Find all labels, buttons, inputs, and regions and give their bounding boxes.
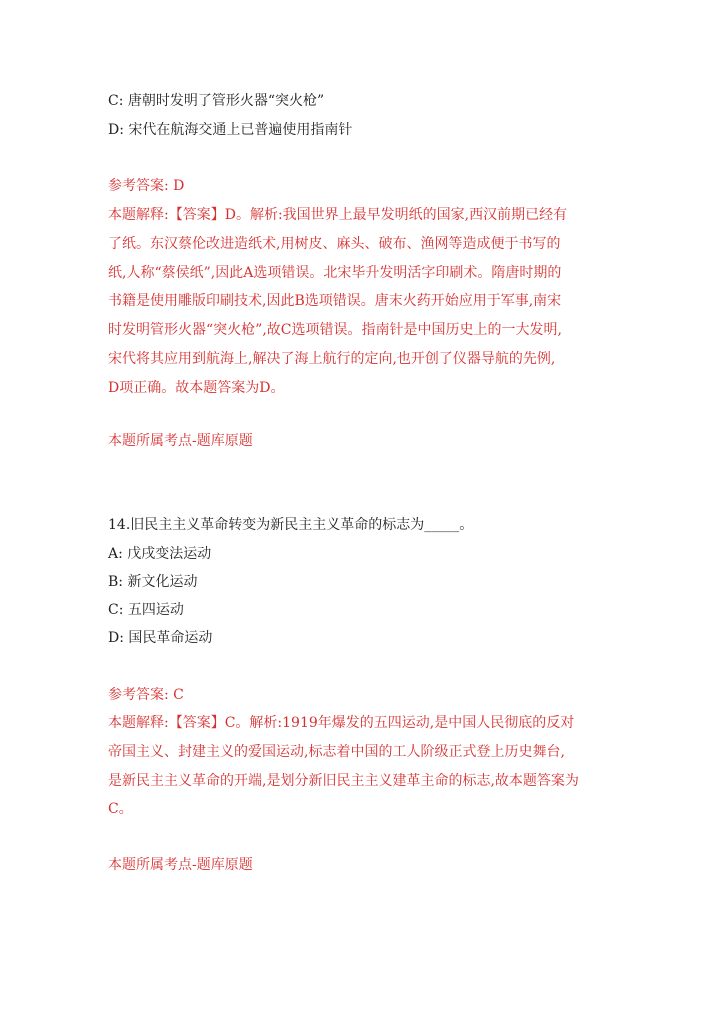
- q13-answer: 参考答案: D: [108, 178, 185, 194]
- q14-option-a: A: 戊戌变法运动: [108, 546, 212, 562]
- q13-explanation-line: 宋代将其应用到航海上,解决了海上航行的定向,也开创了仪器导航的先例,: [108, 350, 556, 367]
- q13-explanation-line: 本题解释:【答案】D。解析:我国世界上最早发明纸的国家,西汉前期已经有: [108, 207, 568, 223]
- q13-option-c: C: 唐朝时发明了管形火器“突火枪”: [108, 93, 325, 109]
- q13-explanation-line: 纸,人称“蔡侯纸”,因此A选项错误。北宋毕升发明活字印刷术。隋唐时期的: [108, 264, 562, 281]
- q14-option-d: D: 国民革命运动: [108, 630, 213, 646]
- q13-explanation: [108, 205, 613, 407]
- q14-explanation-line: 本题解释:【答案】C。解析:1919年爆发的五四运动,是中国人民彻底的反对: [108, 715, 575, 731]
- q14-explanation-line: C。: [108, 801, 133, 818]
- q14-explanation: [108, 713, 613, 828]
- q14-explanation-line: 是新民主主义革命的开端,是划分新旧民主主义建革主命的标志,故本题答案为: [108, 772, 579, 789]
- q14-source: 本题所属考点-题库原题: [108, 857, 253, 873]
- q13-source: 本题所属考点-题库原题: [108, 433, 253, 449]
- q14-option-c: C: 五四运动: [108, 602, 184, 618]
- q13-explanation-line: 了纸。东汉蔡伦改进造纸术,用树皮、麻头、破布、渔网等造成便于书写的: [108, 235, 561, 252]
- q14-stem: 14.旧民主主义革命转变为新民主主义革命的标志为_____。: [108, 517, 474, 533]
- q14-explanation-line: 帝国主义、封建主义的爱国运动,标志着中国的工人阶级正式登上历史舞台,: [108, 743, 565, 760]
- q13-explanation-line: D项正确。故本题答案为D。: [108, 379, 285, 396]
- q14-option-b: B: 新文化运动: [108, 574, 198, 590]
- q13-option-d: D: 宋代在航海交通上已普遍使用指南针: [108, 122, 353, 138]
- q14-answer: 参考答案: C: [108, 687, 184, 703]
- q13-explanation-line: 书籍是使用雕版印刷技术,因此B选项错误。唐末火药开始应用于军事,南宋: [108, 293, 562, 310]
- q13-explanation-line: 时发明管形火器“突火枪”,故C选项错误。指南针是中国历史上的一大发明,: [108, 322, 562, 339]
